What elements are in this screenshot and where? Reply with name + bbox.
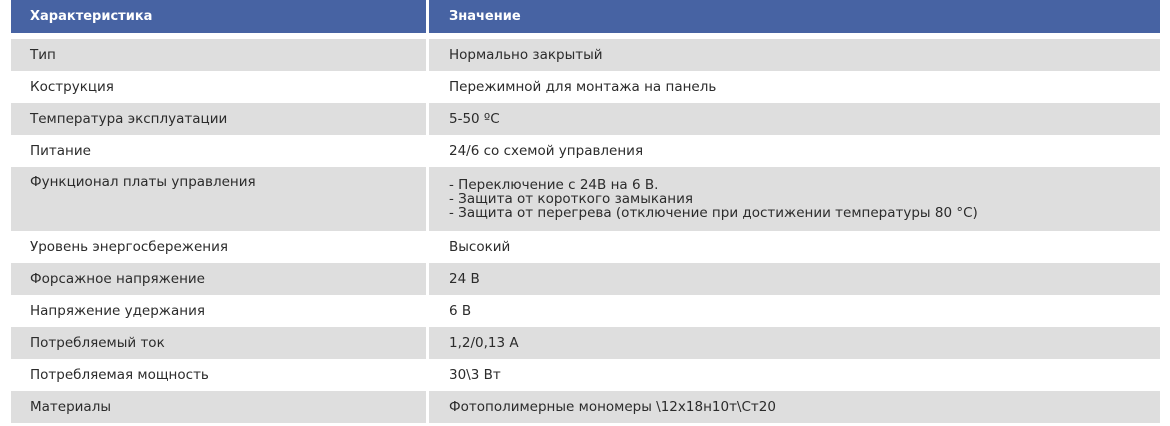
- row-value: Фотополимерные мономеры \12х18н10т\Ст20: [426, 391, 1160, 423]
- row-name: Напряжение удержания: [11, 295, 426, 327]
- row-value-line: - Защита от короткого замыкания: [449, 191, 694, 207]
- table-row: [11, 39, 1160, 71]
- row-value-line: - Защита от перегрева (отключение при достижении температуры 80 °С): [449, 205, 978, 221]
- row-value: 6 В: [426, 295, 1160, 327]
- row-value: 24/6 со схемой управления: [426, 135, 1160, 167]
- spec-table: [11, 0, 1160, 423]
- table-row: [11, 167, 1160, 231]
- row-name: Форсажное напряжение: [11, 263, 426, 295]
- table-row: [11, 359, 1160, 391]
- table-row: [11, 231, 1160, 263]
- row-name: Кострукция: [11, 71, 426, 103]
- table-row: [11, 263, 1160, 295]
- row-value: 1,2/0,13 А: [426, 327, 1160, 359]
- header-value: Значение: [426, 0, 1160, 33]
- row-value: 30\3 Вт: [426, 359, 1160, 391]
- row-name: Потребляемая мощность: [11, 359, 426, 391]
- table-row: [11, 391, 1160, 423]
- row-value-line: - Переключение с 24В на 6 В.: [449, 177, 659, 193]
- row-value: [426, 167, 1160, 231]
- row-name: Питание: [11, 135, 426, 167]
- row-name: Потребляемый ток: [11, 327, 426, 359]
- table-row: [11, 103, 1160, 135]
- row-value: Пережимной для монтажа на панель: [426, 71, 1160, 103]
- row-value: 5-50 ºС: [426, 103, 1160, 135]
- table-row: [11, 327, 1160, 359]
- table-header-row: [11, 0, 1160, 33]
- table-row: [11, 135, 1160, 167]
- row-value: Нормально закрытый: [426, 39, 1160, 71]
- header-characteristic: Характеристика: [11, 0, 426, 33]
- row-value: Высокий: [426, 231, 1160, 263]
- row-value: 24 В: [426, 263, 1160, 295]
- row-name: Тип: [11, 39, 426, 71]
- row-name: Функционал платы управления: [11, 167, 426, 231]
- table-row: [11, 295, 1160, 327]
- table-row: [11, 71, 1160, 103]
- row-name: Материалы: [11, 391, 426, 423]
- row-name: Уровень энергосбережения: [11, 231, 426, 263]
- row-name: Температура эксплуатации: [11, 103, 426, 135]
